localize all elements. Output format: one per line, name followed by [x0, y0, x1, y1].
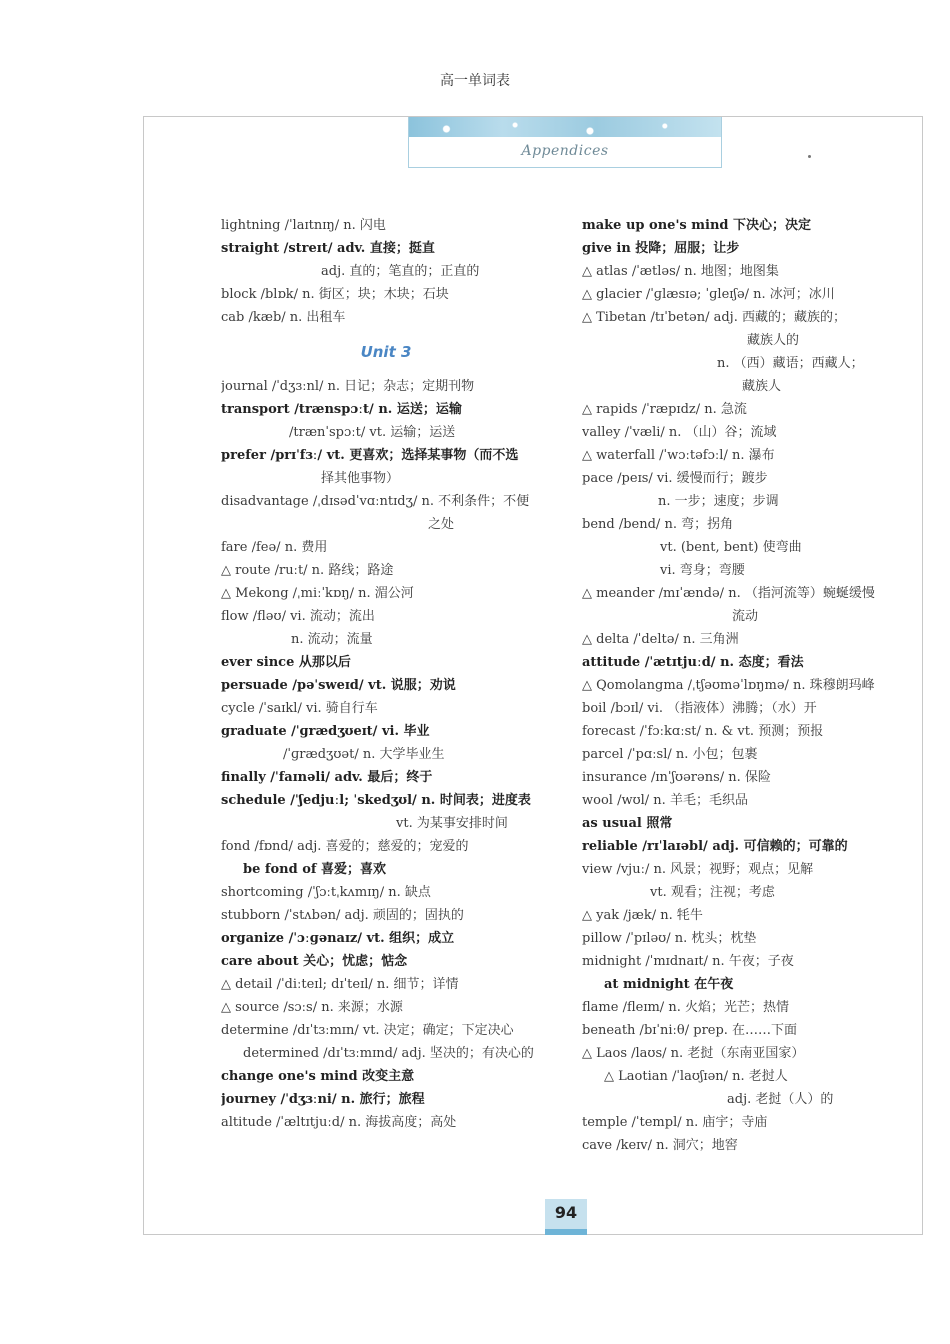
left-column [221, 214, 566, 1134]
page-scan [143, 116, 923, 1235]
vocab-entry: /trænˈspɔːt/ vt. 运输；运送 [289, 425, 456, 440]
vocab-entry: reliable /rɪˈlaɪəbl/ adj. 可信赖的；可靠的 [582, 839, 848, 854]
vocab-entry: △ Qomolangma /ˌtʃəʊməˈlɒŋmə/ n. 珠穆朗玛峰 [582, 678, 875, 693]
vocab-entry: prefer /prɪˈfɜː/ vt. 更喜欢；选择某事物（而不选 [221, 448, 519, 463]
vocab-entry: △ source /sɔːs/ n. 来源；水源 [221, 1000, 403, 1015]
vocab-entry: △ Mekong /ˌmiːˈkɒŋ/ n. 湄公河 [221, 586, 414, 601]
vocab-entry: fare /feə/ n. 费用 [221, 540, 328, 555]
vocab-entry: shortcoming /ˈʃɔːtˌkʌmɪŋ/ n. 缺点 [221, 885, 431, 900]
vocab-entry: flow /fləʊ/ vi. 流动；流出 [221, 609, 375, 624]
vocab-entry: journey /ˈdʒɜːni/ n. 旅行；旅程 [221, 1092, 425, 1107]
vocab-entry: 藏族人的 [747, 333, 800, 348]
vocab-entry: straight /streɪt/ adv. 直接；挺直 [221, 241, 435, 256]
vocab-entry: pace /peɪs/ vi. 缓慢而行；踱步 [582, 471, 768, 486]
vocab-entry: at midnight 在午夜 [604, 977, 734, 992]
vocab-entry: /ˈɡrædʒʊət/ n. 大学毕业生 [283, 747, 445, 762]
vocab-entry: journal /ˈdʒɜːnl/ n. 日记；杂志；定期刊物 [221, 379, 475, 394]
vocab-entry: valley /ˈvæli/ n. （山）谷；流域 [582, 425, 777, 440]
page-dot [808, 155, 811, 158]
vocab-entry: cave /keɪv/ n. 洞穴；地窖 [582, 1138, 738, 1153]
vocab-entry: △ atlas /ˈætləs/ n. 地图；地图集 [582, 264, 779, 279]
vocab-entry: △ Laos /laʊs/ n. 老挝（东南亚国家） [582, 1046, 805, 1061]
vocab-entry: n. （西）藏语；西藏人； [717, 356, 864, 371]
vocab-entry: 之处 [428, 517, 455, 532]
vocab-entry: be fond of 喜爱；喜欢 [243, 862, 387, 877]
vocab-entry: forecast /ˈfɔːkɑːst/ n. & vt. 预测；预报 [582, 724, 824, 739]
vocab-entry: △ rapids /ˈræpɪdz/ n. 急流 [582, 402, 747, 417]
vocab-entry: schedule /ˈʃedjuːl; ˈskedʒʊl/ n. 时间表；进度表 [221, 793, 531, 808]
vocab-entry: stubborn /ˈstʌbən/ adj. 顽固的；固执的 [221, 908, 464, 923]
vocab-entry: 择其他事物） [321, 471, 400, 486]
vocab-entry: determined /dɪˈtɜːmɪnd/ adj. 坚决的；有决心的 [243, 1046, 534, 1061]
vocab-entry: wool /wʊl/ n. 羊毛；毛织品 [582, 793, 748, 808]
vocab-entry: disadvantage /ˌdɪsədˈvɑːntɪdʒ/ n. 不利条件；不便 [221, 494, 530, 509]
vocab-entry: cab /kæb/ n. 出租车 [221, 310, 346, 325]
vocab-entry: care about 关心；忧虑；惦念 [221, 954, 408, 969]
vocab-entry: insurance /ɪnˈʃʊərəns/ n. 保险 [582, 770, 771, 785]
vocab-entry: flame /fleɪm/ n. 火焰；光芒；热情 [582, 1000, 789, 1015]
vocab-entry: give in 投降；屈服；让步 [582, 241, 740, 256]
vocab-entry: △ waterfall /ˈwɔːtəfɔːl/ n. 瀑布 [582, 448, 775, 463]
vocab-entry: vi. 弯身；弯腰 [660, 563, 745, 578]
vocab-entry: as usual 照常 [582, 816, 673, 831]
vocab-entry: 藏族人 [742, 379, 782, 394]
vocab-entry: vt. (bent, bent) 使弯曲 [660, 540, 802, 555]
vocab-entry: transport /trænspɔːt/ n. 运送；运输 [221, 402, 462, 417]
vocab-entry: boil /bɔɪl/ vi. （指液体）沸腾；（水）开 [582, 701, 817, 716]
banner-title: Appendices [521, 143, 609, 159]
vocab-entry: n. 一步；速度；步调 [658, 494, 779, 509]
vocab-entry: pillow /ˈpɪləʊ/ n. 枕头；枕垫 [582, 931, 757, 946]
vocab-entry: bend /bend/ n. 弯；拐角 [582, 517, 734, 532]
page-number: 94 [545, 1199, 587, 1235]
vocab-entry: graduate /ˈɡrædʒʊeɪt/ vi. 毕业 [221, 724, 430, 739]
right-column [582, 214, 912, 1157]
vocab-entry: △ route /ruːt/ n. 路线；路途 [221, 563, 394, 578]
vocab-entry: adj. 直的；笔直的；正直的 [321, 264, 480, 279]
vocab-entry: midnight /ˈmɪdnaɪt/ n. 午夜；子夜 [582, 954, 794, 969]
vocab-entry: vt. 为某事安排时间 [396, 816, 508, 831]
vocab-entry: temple /ˈtempl/ n. 庙宇；寺庙 [582, 1115, 768, 1130]
vocab-entry: fond /fɒnd/ adj. 喜爱的；慈爱的；宠爱的 [221, 839, 469, 854]
vocab-entry: △ detail /ˈdiːteɪl; dɪˈteɪl/ n. 细节；详情 [221, 977, 459, 992]
vocab-entry: n. 流动；流量 [291, 632, 373, 647]
vocab-entry: lightning /ˈlaɪtnɪŋ/ n. 闪电 [221, 218, 386, 233]
vocab-entry: finally /ˈfaɪnəli/ adv. 最后；终于 [221, 770, 433, 785]
vocab-entry: vt. 观看；注视；考虑 [650, 885, 775, 900]
vocab-entry: altitude /ˈæltɪtjuːd/ n. 海拔高度；高处 [221, 1115, 457, 1130]
vocab-entry: 流动 [732, 609, 759, 624]
vocab-entry: organize /ˈɔːɡənaɪz/ vt. 组织；成立 [221, 931, 455, 946]
vocab-entry: beneath /bɪˈniːθ/ prep. 在……下面 [582, 1023, 798, 1038]
vocab-entry: △ yak /jæk/ n. 牦牛 [582, 908, 703, 923]
appendices-banner [408, 117, 722, 168]
unit-heading: Unit 3 [360, 343, 412, 361]
document-title: 高一单词表 [440, 73, 510, 89]
vocab-entry: cycle /ˈsaɪkl/ vi. 骑自行车 [221, 701, 378, 716]
vocab-entry: make up one's mind 下决心；决定 [582, 218, 812, 233]
vocab-entry: block /blɒk/ n. 街区；块；木块；石块 [221, 287, 449, 302]
vocab-entry: persuade /pəˈsweɪd/ vt. 说服；劝说 [221, 678, 456, 693]
vocab-entry: △ Tibetan /tɪˈbetən/ adj. 西藏的；藏族的； [582, 310, 846, 325]
vocab-entry: ever since 从那以后 [221, 655, 351, 670]
vocab-entry: adj. 老挝（人）的 [727, 1092, 834, 1107]
vocab-entry: change one's mind 改变主意 [221, 1069, 415, 1084]
vocab-entry: parcel /ˈpɑːsl/ n. 小包；包裹 [582, 747, 758, 762]
vocab-entry: attitude /ˈætɪtjuːd/ n. 态度；看法 [582, 655, 804, 670]
vocab-entry: determine /dɪˈtɜːmɪn/ vt. 决定；确定；下定决心 [221, 1023, 514, 1038]
vocab-entry: △ Laotian /ˈlaʊʃɪən/ n. 老挝人 [604, 1069, 788, 1084]
banner-decoration [409, 117, 721, 137]
vocab-entry: △ meander /mɪˈændə/ n. （指河流等）蜿蜒缓慢 [582, 586, 875, 601]
vocab-entry: △ glacier /ˈɡlæsɪə; ˈɡleɪʃə/ n. 冰河；冰川 [582, 287, 835, 302]
vocab-entry: view /vjuː/ n. 风景；视野；观点；见解 [582, 862, 814, 877]
vocab-entry: △ delta /ˈdeltə/ n. 三角洲 [582, 632, 739, 647]
